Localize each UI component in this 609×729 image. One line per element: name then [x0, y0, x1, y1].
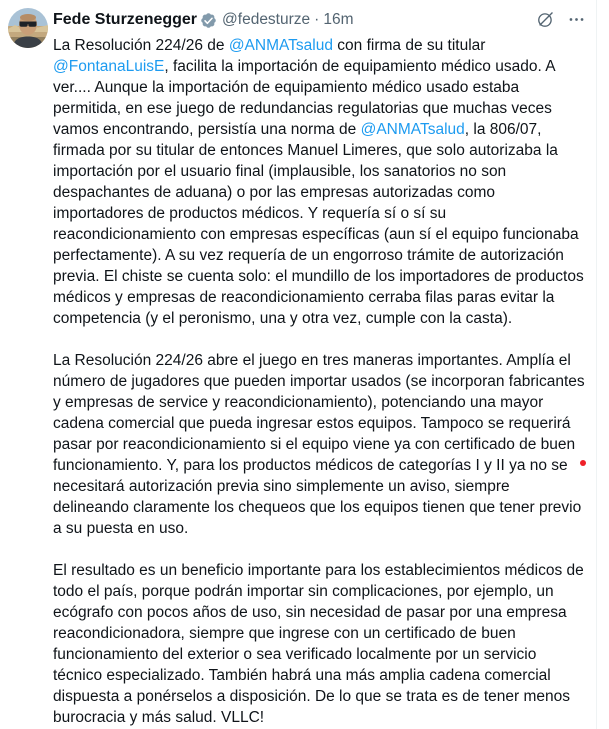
avatar[interactable] [8, 8, 48, 48]
verified-badge-icon [200, 12, 217, 29]
tweet-paragraph: El resultado es un beneficio importante para los establecimientos médicos de todo el país, porque podrán importar sin complicaciones, por ejemplo, un ecógrafo con pocos años de uso, sin necesidad de pasar por una empresa reacondicionadora, siempre que ingrese con un certificado de buen funcionamiento del exterior o sea verificado localmente por un servicio técnico especializado. También habrá una más amplia cadena comercial dispuesta a ponérselos a disposición. De lo que se trata es de tener menos burocracia y más salud. VLLC! [53, 562, 584, 726]
tweet-paragraph: La Resolución 224/26 de @ANMATsalud con firma de su titular @FontanaLuisE, facilita la importación de equipamiento médico usado. A ver.... Aunque la importación de equipamiento médico usado estaba permitida, en ese juego de redundancias regulatorias que muchas veces vamos encontrando, persistía una norma de @ANMATsalud, la 806/07, firmada por su titular de entonces Manuel Limeres, que solo autorizaba la importación por el usuario final (implausible, los sanatorios no son despachantes de aduana) o por las empresas autorizadas como importadores de productos médicos. Y requería sí o sí su reacondicionamiento con empresas específicas (aun sí el equipo funcionaba perfectamente). A su vez requería de un engorroso trámite de autorización previa. El chiste se cuenta solo: el mundillo de los importadores de productos médicos y empresas de reacondicionamiento cerraba filas paras evitar la competencia (y el peronismo, una y otra vez, cumple con la casta). [53, 37, 584, 327]
tweet-paragraph: La Resolución 224/26 abre el juego en tres maneras importantes. Amplía el número de jugadores que pueden importar usados (se incorporan fabricantes y empresas de service y reacondicionamiento), potenciando una mayor cadena comercial que pueda ingresar estos equipos. Tampoco se requerirá pasar por reacondicionamiento si el equipo viene ya con certificado de buen funcionamiento. Y, para los productos médicos de categorías I y II ya no se necesitará autorización previa sino simplemente un aviso, siempre delineando claramente los chequeos que los equipos tienen que tener previo a su puesta en uso. [53, 352, 585, 537]
grok-icon[interactable] [536, 10, 555, 29]
avatar-column [8, 8, 48, 729]
mention-link[interactable]: @ANMATsalud [228, 37, 333, 54]
tweet-header [53, 8, 589, 30]
author-name[interactable]: Fede Sturzenegger [53, 11, 198, 28]
more-icon[interactable] [567, 10, 586, 29]
timestamp[interactable]: 16m [323, 11, 354, 28]
tweet-body [53, 35, 589, 728]
header-separator: · [314, 11, 320, 28]
author-group [53, 10, 353, 30]
tweet-content [53, 8, 596, 729]
mention-link[interactable]: @ANMATsalud [360, 121, 465, 138]
annotation-dot [580, 460, 586, 466]
avatar-image [8, 8, 48, 48]
header-actions [536, 10, 589, 29]
author-handle[interactable]: @fedesturze [222, 11, 311, 28]
mention-link[interactable]: @FontanaLuisE [53, 58, 165, 75]
